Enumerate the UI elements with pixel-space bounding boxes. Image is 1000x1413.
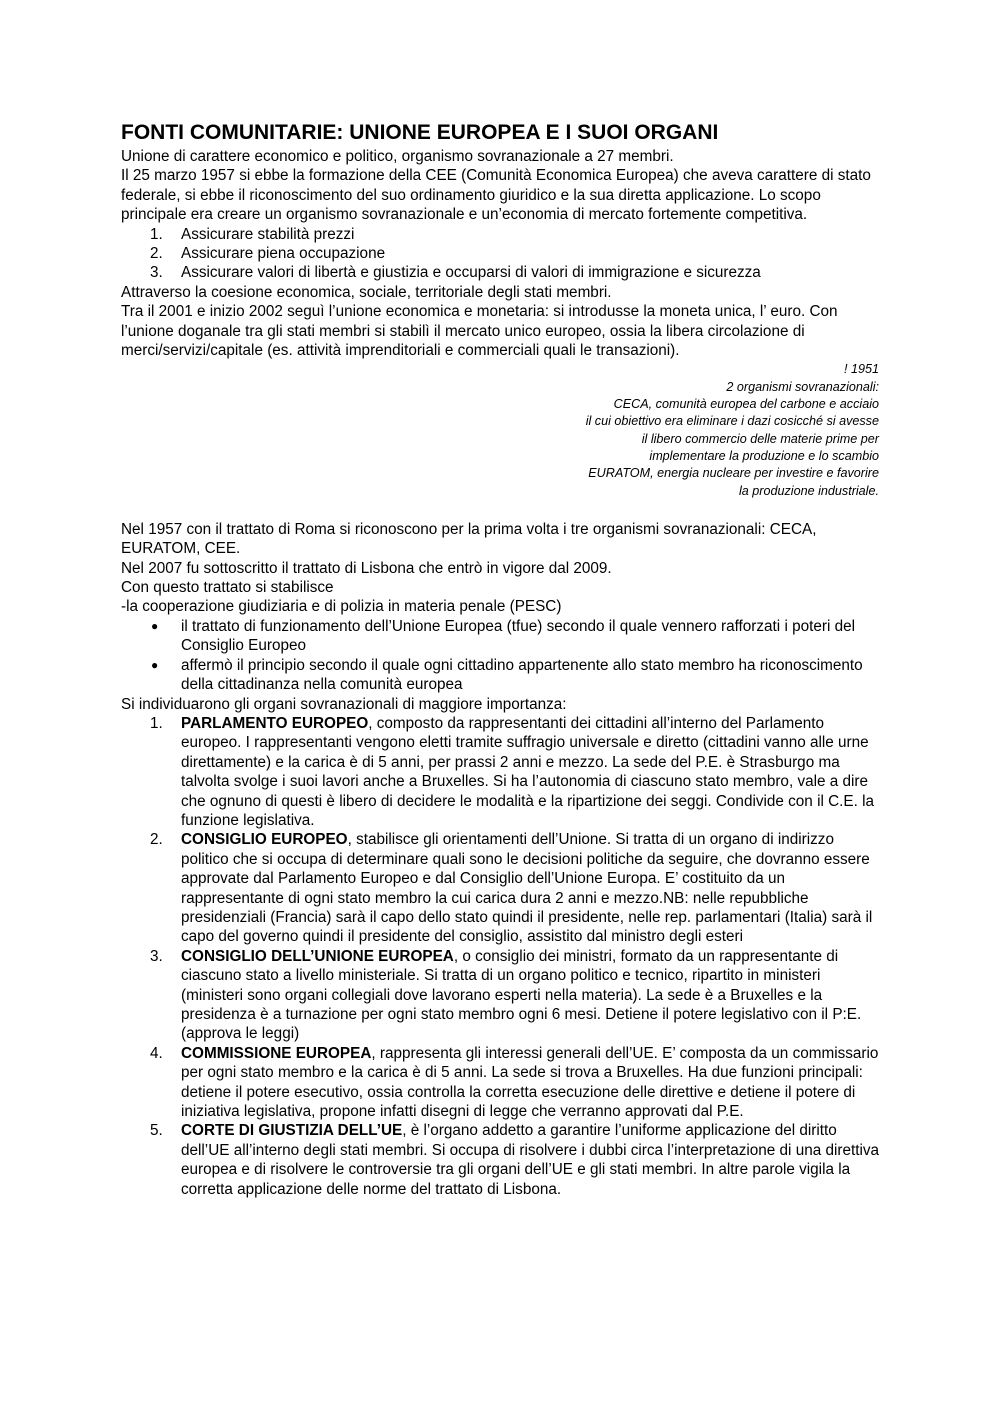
intro-paragraph-2: Il 25 marzo 1957 si ebbe la formazione della CEE (Comunità Economica Europea) che aveva carattere di stato federale, si ebbe il riconoscimento del suo ordinamento giuridico e la sua diretta applicazione. Lo scopo principale era creare un organismo sovranazionale e un’economia di mercato fortemente competitiva.	[121, 167, 871, 224]
list-item-text: Assicurare valori di libertà e giustizia e occuparsi di valori di immigrazione e sicurezza	[181, 264, 761, 282]
organ-name: CORTE DI GIUSTIZIA DELL’UE	[181, 1122, 403, 1140]
list-item	[121, 656, 881, 695]
organ-name: CONSIGLIO EUROPEO	[181, 831, 348, 849]
note-line: ! 1951	[843, 362, 879, 377]
list-item	[121, 947, 881, 1044]
organ-name: COMMISSIONE EUROPEA	[181, 1044, 372, 1062]
treaty-bullet-list	[121, 617, 881, 695]
list-item-text: affermò il principio secondo il quale ogni cittadino appartenente allo stato membro ha riconoscimento della cittadinanza nella comunità europea	[181, 656, 863, 694]
list-item	[121, 617, 881, 656]
note-line: implementare la produzione e lo scambio	[649, 448, 879, 463]
note-line: CECA, comunità europea del carbone e acciaio	[613, 397, 879, 412]
list-item	[121, 830, 881, 946]
intro-paragraph-3: Attraverso la coesione economica, sociale, territoriale degli stati membri.	[121, 283, 612, 301]
list-number: 1.	[150, 225, 163, 243]
note-line: il cui obiettivo era eliminare i dazi cosicché si avesse	[585, 414, 879, 429]
list-number: 2.	[150, 245, 163, 263]
side-note	[121, 361, 881, 499]
list-number: 5.	[150, 1122, 163, 1140]
list-item	[121, 1121, 881, 1199]
list-number: 2.	[150, 831, 163, 849]
organ-description: , composto da rappresentanti dei cittadini all’interno del Parlamento europeo. I rappresentanti vengono eletti tramite suffragio universale e diretto (cittadini vanno alle urne direttamente) e la carica è di 5 anni, per prassi 2 anni e mezzo. La sede del P.E. è Strasburgo ma talvolta svolge i suoi lavori anche a Bruxelles. Si ha l’autonomia di ciascuno stato membro, vale a dire che ognuno di questi è libero di decidere le modalità e la ripartizione dei seggi. Condivide con il C.E. la funzione legislativa.	[181, 714, 875, 829]
section2-paragraph-2: Nel 2007 fu sottoscritto il trattato di Lisbona che entrò in vigore dal 2009.	[121, 559, 612, 577]
document-title: FONTI COMUNITARIE: UNIONE EUROPEA E I SUOI ORGANI	[121, 121, 719, 144]
section2-paragraph-4: -la cooperazione giudiziaria e di polizia in materia penale (PESC)	[121, 598, 562, 616]
list-item	[121, 225, 881, 244]
organ-description: , è l’organo addetto a garantire l’uniforme applicazione del diritto dell’UE all’interno degli stati membri. Si occupa di risolvere i dubbi circa l’interpretazione di una direttiva europea e di risolvere le controversie tra gli organi dell’UE e gli stati membri. In altre parole vigila la corretta applicazione delle norme del trattato di Lisbona.	[181, 1122, 880, 1198]
organ-description: , stabilisce gli orientamenti dell’Unione. Si tratta di un organo di indirizzo politico che si occupa di determinare quali sono le decisioni politiche da seguire, che dovranno essere approvate dal Parlamento Europeo e dal Consiglio dell’Unione Europa. E’ costituito da un rappresentante di ogni stato membro la cui carica dura 2 anni e mezzo.NB: nelle repubbliche presidenziali (Francia) sarà il capo dello stato quindi il presidente, nelle rep. parlamentari (Italia) sarà il capo del governo quindi il presidente del consiglio, assistito dal ministro degli esteri	[181, 831, 873, 946]
list-item-text: il trattato di funzionamento dell’Unione Europea (tfue) secondo il quale vennero rafforzati i poteri del Consiglio Europeo	[181, 617, 856, 655]
section2-paragraph-5: Si individuarono gli organi sovranazionali di maggiore importanza:	[121, 695, 567, 713]
list-number: 3.	[150, 264, 163, 282]
list-item	[121, 244, 881, 263]
bullet-icon: ●	[151, 618, 159, 633]
note-line: la produzione industriale.	[738, 483, 879, 498]
list-number: 1.	[150, 714, 163, 732]
bullet-icon: ●	[151, 657, 159, 672]
list-item	[121, 1044, 881, 1122]
note-line: il libero commercio delle materie prime per	[641, 431, 879, 446]
note-line: 2 organismi sovranazionali:	[726, 379, 879, 394]
list-item	[121, 263, 881, 282]
list-number: 4.	[150, 1044, 163, 1062]
goals-list	[121, 225, 881, 283]
intro-paragraph-1: Unione di carattere economico e politico, organismo sovranazionale a 27 membri.	[121, 148, 674, 165]
list-item-text: Assicurare piena occupazione	[181, 245, 386, 263]
intro-paragraph-4: Tra il 2001 e inizio 2002 seguì l’unione economica e monetaria: si introdusse la moneta unica, l’ euro. Con l’unione doganale tra gli stati membri si stabilì il mercato unico europeo, ossia la libera circolazione di merci/servizi/capitale (es. attività imprenditoriali e commerciali quali le transazioni).	[121, 303, 838, 360]
organ-description: , rappresenta gli interessi generali dell’UE. E’ composta da un commissario per ogni stato membro e la carica è di 5 anni. La sede si trova a Bruxelles. Ha due funzioni principali: detiene il potere esecutivo, ossia controlla la corretta esecuzione delle direttive e detiene il potere di iniziativa legislativa, propone infatti disegni di legge che verranno approvati dal P.E.	[181, 1044, 879, 1121]
document-page	[121, 120, 881, 1199]
list-number: 3.	[150, 947, 163, 965]
organ-description: , o consiglio dei ministri, formato da un rappresentante di ciascuno stato a livello ministeriale. Si tratta di un organo politico e tecnico, ripartito in ministeri (ministeri sono organi collegiali dove lavorano esperti nella materia). La sede è a Bruxelles e la presidenza è a turnazione per ogni stato membro ogni 6 mesi. Detiene il potere legislativo con il P:E. (approva le leggi)	[181, 947, 862, 1043]
organ-name: PARLAMENTO EUROPEO	[181, 714, 369, 732]
section2-paragraph-3: Con questo trattato si stabilisce	[121, 579, 334, 597]
list-item-text: Assicurare stabilità prezzi	[181, 225, 355, 243]
organ-name: CONSIGLIO DELL’UNIONE EUROPEA	[181, 947, 454, 965]
organs-list	[121, 714, 881, 1199]
note-line: EURATOM, energia nucleare per investire e favorire	[588, 466, 879, 481]
section2-paragraph-1: Nel 1957 con il trattato di Roma si riconoscono per la prima volta i tre organismi sovranazionali: CECA, EURATOM, CEE.	[121, 520, 817, 558]
list-item	[121, 714, 881, 830]
